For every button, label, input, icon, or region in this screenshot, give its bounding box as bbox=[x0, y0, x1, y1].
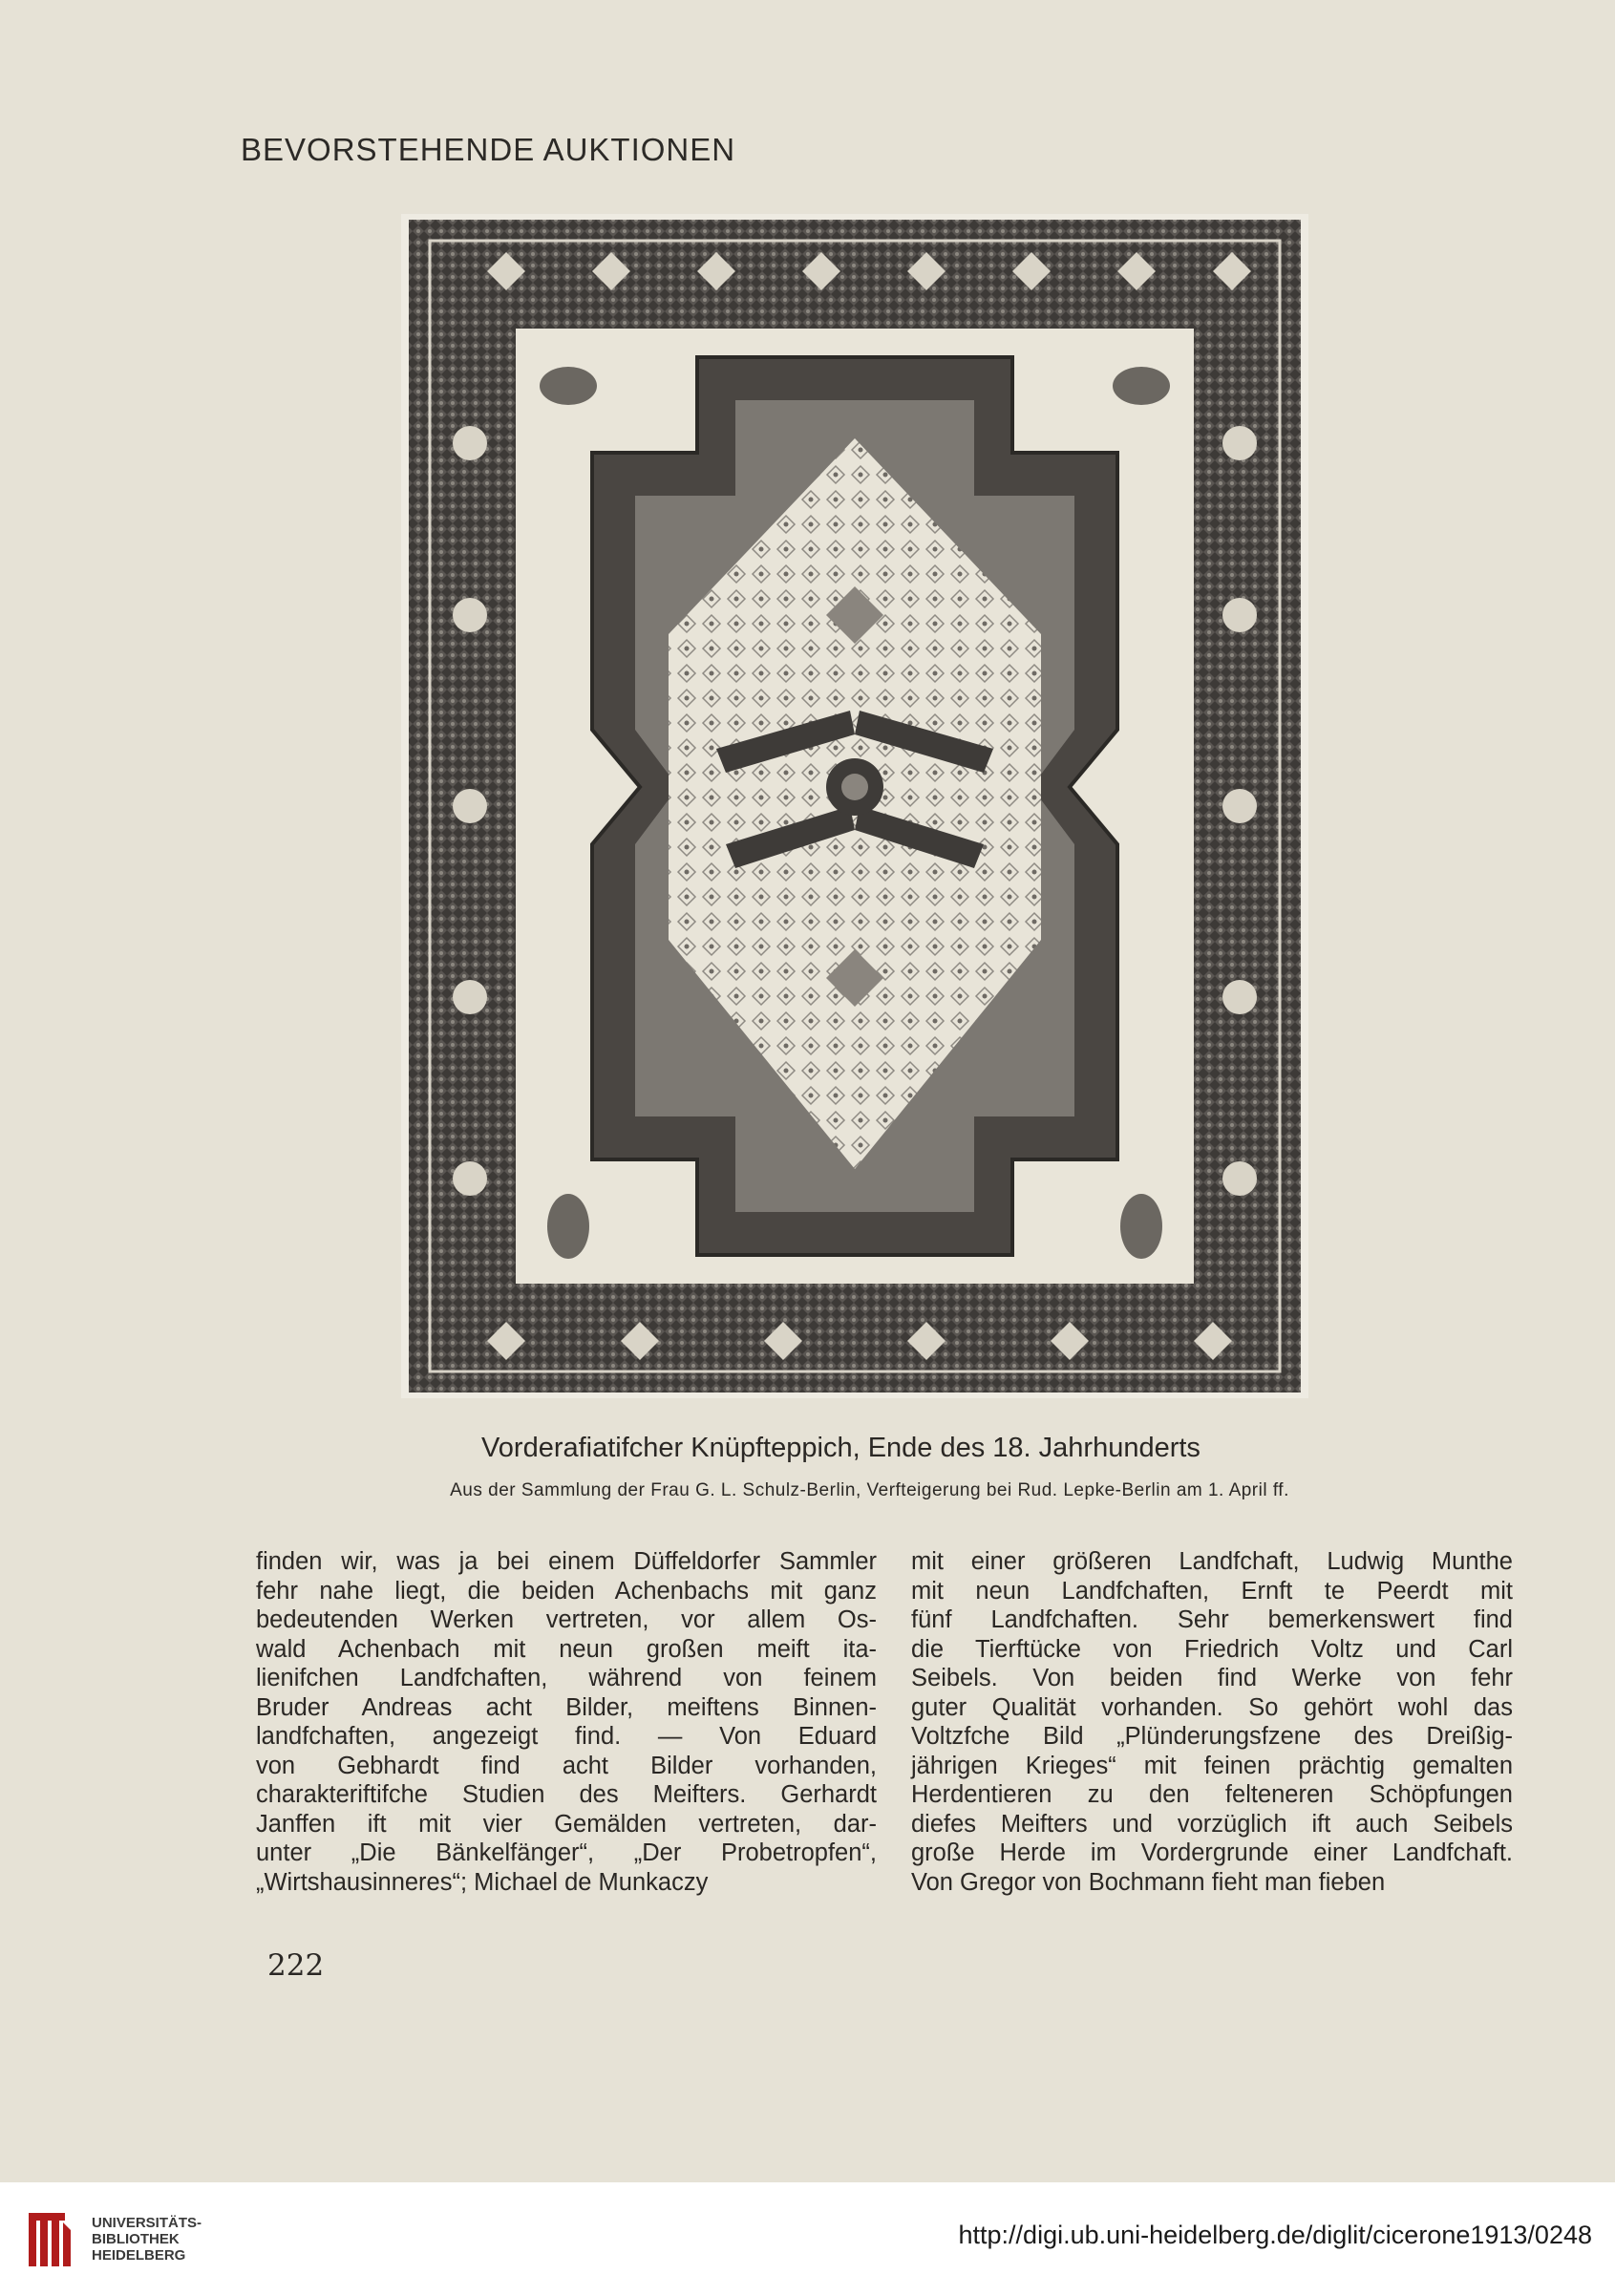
text-line: fünf Landfchaften. Sehr bemerkenswert find bbox=[911, 1606, 1513, 1633]
figure-credit: Aus der Sammlung der Frau G. L. Schulz-Berlin, Verfteigerung bei Rud. Lepke-Berlin am 1. April ff. bbox=[450, 1480, 1289, 1500]
text-line: landfchaften, angezeigt find. — Von Eduard bbox=[256, 1723, 877, 1750]
text-line: Seibels. Von beiden find Werke von fehr bbox=[911, 1665, 1513, 1691]
text-line: lienifchen Landfchaften, während von feinem bbox=[256, 1665, 877, 1691]
figure-caption: Vorderafiatifcher Knüpfteppich, Ende des 18. Jahrhunderts bbox=[481, 1433, 1201, 1463]
text-line: Von Gregor von Bochmann fieht man fieben bbox=[911, 1868, 1386, 1896]
text-line: guter Qualität vorhanden. So gehört wohl das bbox=[911, 1693, 1513, 1721]
permalink-url[interactable]: http://digi.ub.uni-heidelberg.de/diglit/cicerone1913/0248 bbox=[958, 2221, 1592, 2249]
text-line: „Wirtshausinneres“; Michael de Munkaczy bbox=[256, 1868, 709, 1896]
text-line: fehr nahe liegt, die beiden Achenbachs mit ganz bbox=[256, 1577, 877, 1605]
library-name bbox=[92, 2215, 202, 2264]
library-name-line: BIBLIOTHEK bbox=[92, 2231, 180, 2247]
running-header: BEVORSTEHENDE AUKTIONEN bbox=[241, 132, 736, 167]
viewer-footer bbox=[0, 2182, 1615, 2296]
page-number: 222 bbox=[267, 1948, 325, 1983]
text-line: charakteriftifche Studien des Meifters. Gerhardt bbox=[256, 1781, 877, 1808]
text-line: von Gebhardt find acht Bilder vorhanden, bbox=[256, 1752, 877, 1779]
text-line: wald Achenbach mit neun großen meift ita- bbox=[256, 1635, 877, 1663]
text-line: diefes Meifters und vorzüglich ift auch Seibels bbox=[911, 1810, 1513, 1838]
text-line: unter „Die Bänkelfänger“, „Der Probetropfen“, bbox=[256, 1839, 877, 1866]
text-line: mit einer größeren Landfchaft, Ludwig Munthe bbox=[911, 1548, 1513, 1575]
text-line: jährigen Krieges“ mit feinen prächtig gemalten bbox=[911, 1752, 1513, 1779]
library-name-line: HEIDELBERG bbox=[92, 2247, 186, 2264]
text-line: Herdentieren zu den felteneren Schöpfungen bbox=[911, 1781, 1513, 1808]
text-line: finden wir, was ja bei einem Düffeldorfer Sammler bbox=[256, 1548, 877, 1575]
text-line: bedeutenden Werken vertreten, vor allem Os- bbox=[256, 1606, 877, 1633]
text-column-right bbox=[911, 1547, 1513, 1897]
text-line: mit neun Landfchaften, Ernft te Peerdt mit bbox=[911, 1577, 1513, 1605]
text-line: Voltzfche Bild „Plünderungsfzene des Dreißig- bbox=[911, 1723, 1513, 1750]
text-line: Janffen ift mit vier Gemälden vertreten, dar- bbox=[256, 1810, 877, 1838]
text-line: große Herde im Vordergrunde einer Landfchaft. bbox=[911, 1839, 1513, 1866]
text-column-left bbox=[256, 1547, 877, 1897]
text-line: Bruder Andreas acht Bilder, meiftens Binnen- bbox=[256, 1693, 877, 1721]
library-name-line: UNIVERSITÄTS- bbox=[92, 2215, 202, 2231]
carpet-illustration bbox=[401, 214, 1308, 1398]
library-logo-icon bbox=[19, 2209, 76, 2270]
text-line: die Tierftücke von Friedrich Voltz und Carl bbox=[911, 1635, 1513, 1663]
